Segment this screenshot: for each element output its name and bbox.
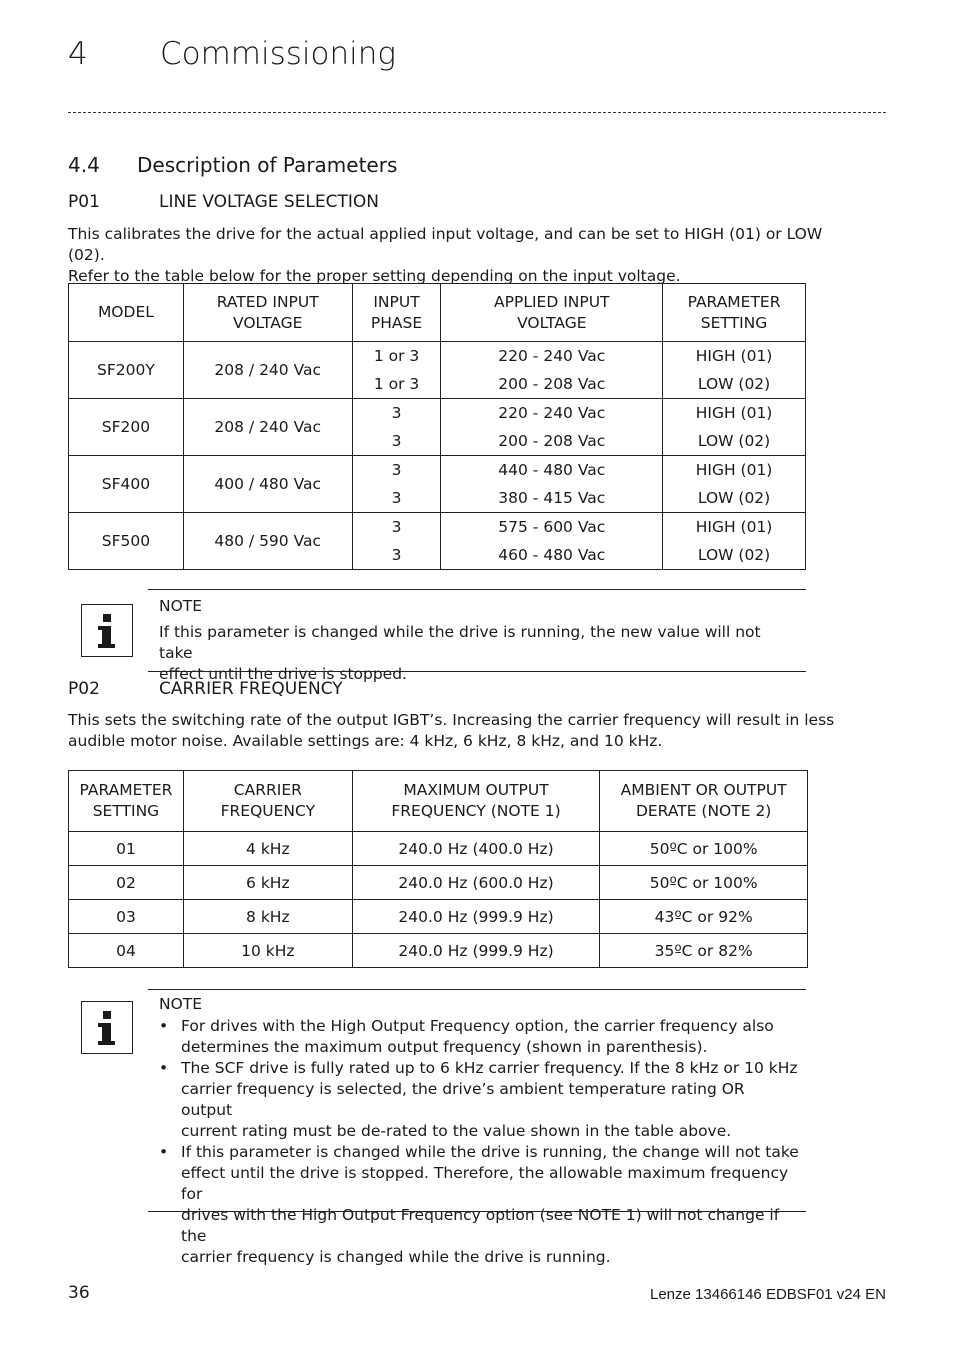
- header-divider: [68, 112, 886, 113]
- max-output-cell: 240.0 Hz (600.0 Hz): [352, 866, 600, 900]
- col-header-rated-input-voltage: RATED INPUT VOLTAGE: [183, 284, 352, 342]
- p01-title: LINE VOLTAGE SELECTION: [159, 192, 380, 212]
- carrier-frequency-table: [68, 770, 808, 968]
- applied-voltage-cell: 575 - 600 Vac: [441, 513, 663, 542]
- phase-cell: 3: [352, 484, 441, 513]
- setting-cell: LOW (02): [663, 370, 806, 399]
- applied-voltage-cell: 200 - 208 Vac: [441, 370, 663, 399]
- document-reference: Lenze 13466146 EDBSF01 v24 EN: [650, 1286, 886, 1303]
- p01-description-line: Refer to the table below for the proper setting depending on the input voltage.: [68, 267, 681, 285]
- table-row: [69, 399, 806, 428]
- col-header-input-phase: INPUT PHASE: [352, 284, 441, 342]
- note-heading: NOTE: [159, 597, 203, 615]
- bullet-line: effect until the drive is stopped. Therefore, the allowable maximum frequency for: [181, 1164, 789, 1203]
- derate-cell: 50ºC or 100%: [600, 832, 808, 866]
- p02-code: P02: [68, 679, 100, 699]
- carrier-cell: 10 kHz: [183, 934, 352, 968]
- p02-description-line: This sets the switching rate of the output IGBT’s. Increasing the carrier frequency will result in less: [68, 711, 835, 729]
- note-bullet-item: [159, 1058, 799, 1142]
- derate-cell: 43ºC or 92%: [600, 900, 808, 934]
- phase-cell: 1 or 3: [352, 342, 441, 371]
- phase-cell: 3: [352, 427, 441, 456]
- note-heading: NOTE: [159, 995, 203, 1013]
- page-number: 36: [68, 1283, 90, 1303]
- setting-cell: HIGH (01): [663, 513, 806, 542]
- phase-cell: 3: [352, 513, 441, 542]
- setting-cell: HIGH (01): [663, 456, 806, 485]
- p02-title: CARRIER FREQUENCY: [159, 679, 343, 699]
- carrier-cell: 6 kHz: [183, 866, 352, 900]
- bullet-line: • For drives with the High Output Frequency option, the carrier frequency also: [181, 1017, 774, 1035]
- table-row: [69, 456, 806, 485]
- derate-cell: 50ºC or 100%: [600, 866, 808, 900]
- applied-voltage-cell: 200 - 208 Vac: [441, 427, 663, 456]
- p01-description: [68, 224, 838, 287]
- info-icon: [81, 604, 133, 657]
- section-number: 4.4: [68, 153, 100, 177]
- setting-cell: LOW (02): [663, 484, 806, 513]
- bullet-line: carrier frequency is changed while the drive is running.: [181, 1248, 611, 1266]
- bullet-line: current rating must be de-rated to the value shown in the table above.: [181, 1122, 732, 1140]
- note-bullet-list: [159, 1016, 799, 1268]
- max-output-cell: 240.0 Hz (999.9 Hz): [352, 900, 600, 934]
- model-cell: SF200Y: [69, 342, 184, 399]
- chapter-title: Commissioning: [160, 36, 397, 72]
- rated-voltage-cell: 400 / 480 Vac: [183, 456, 352, 513]
- model-cell: SF400: [69, 456, 184, 513]
- note-bottom-rule: [148, 1211, 806, 1212]
- applied-voltage-cell: 220 - 240 Vac: [441, 342, 663, 371]
- bullet-line: • If this parameter is changed while the drive is running, the change will not take: [181, 1143, 799, 1161]
- col-header-derate: AMBIENT OR OUTPUT DERATE (NOTE 2): [600, 771, 808, 832]
- note-top-rule: [148, 989, 806, 990]
- setting-cell: 03: [69, 900, 184, 934]
- derate-cell: 35ºC or 82%: [600, 934, 808, 968]
- max-output-cell: 240.0 Hz (400.0 Hz): [352, 832, 600, 866]
- p01-code: P01: [68, 192, 100, 212]
- setting-cell: 04: [69, 934, 184, 968]
- applied-voltage-cell: 460 - 480 Vac: [441, 541, 663, 570]
- model-cell: SF500: [69, 513, 184, 570]
- model-cell: SF200: [69, 399, 184, 456]
- bullet-line: carrier frequency is selected, the drive’s ambient temperature rating OR output: [181, 1080, 745, 1119]
- setting-cell: LOW (02): [663, 541, 806, 570]
- max-output-cell: 240.0 Hz (999.9 Hz): [352, 934, 600, 968]
- note-text-line: effect until the drive is stopped.: [159, 665, 407, 683]
- setting-cell: HIGH (01): [663, 342, 806, 371]
- table-header-row: [69, 771, 808, 832]
- p01-description-line: This calibrates the drive for the actual applied input voltage, and can be set to HIGH (01) or LOW (02).: [68, 225, 823, 264]
- note-bullet-item: [159, 1142, 799, 1268]
- line-voltage-table: [68, 283, 806, 570]
- col-header-model: MODEL: [69, 284, 184, 342]
- bullet-line: drives with the High Output Frequency option (see NOTE 1) will not change if the: [181, 1206, 780, 1245]
- section-title: Description of Parameters: [137, 153, 398, 177]
- table-header-row: [69, 284, 806, 342]
- note-bullet-item: [159, 1016, 799, 1058]
- chapter-number: 4: [68, 36, 88, 72]
- p02-description-line: audible motor noise. Available settings are: 4 kHz, 6 kHz, 8 kHz, and 10 kHz.: [68, 732, 663, 750]
- col-header-parameter-setting: PARAMETER SETTING: [663, 284, 806, 342]
- applied-voltage-cell: 220 - 240 Vac: [441, 399, 663, 428]
- table-row: [69, 934, 808, 968]
- setting-cell: 01: [69, 832, 184, 866]
- col-header-applied-input-voltage: APPLIED INPUT VOLTAGE: [441, 284, 663, 342]
- rated-voltage-cell: 208 / 240 Vac: [183, 399, 352, 456]
- phase-cell: 3: [352, 456, 441, 485]
- phase-cell: 3: [352, 541, 441, 570]
- applied-voltage-cell: 440 - 480 Vac: [441, 456, 663, 485]
- note-bottom-rule: [148, 671, 806, 672]
- phase-cell: 1 or 3: [352, 370, 441, 399]
- setting-cell: LOW (02): [663, 427, 806, 456]
- setting-cell: HIGH (01): [663, 399, 806, 428]
- info-icon: [81, 1001, 133, 1054]
- carrier-cell: 4 kHz: [183, 832, 352, 866]
- table-row: [69, 832, 808, 866]
- table-row: [69, 342, 806, 371]
- table-row: [69, 513, 806, 542]
- setting-cell: 02: [69, 866, 184, 900]
- note-text-line: If this parameter is changed while the drive is running, the new value will not take: [159, 623, 761, 662]
- rated-voltage-cell: 480 / 590 Vac: [183, 513, 352, 570]
- carrier-cell: 8 kHz: [183, 900, 352, 934]
- rated-voltage-cell: 208 / 240 Vac: [183, 342, 352, 399]
- col-header-carrier-frequency: CARRIER FREQUENCY: [183, 771, 352, 832]
- col-header-max-output-frequency: MAXIMUM OUTPUT FREQUENCY (NOTE 1): [352, 771, 600, 832]
- bullet-line: • The SCF drive is fully rated up to 6 kHz carrier frequency. If the 8 kHz or 10 kHz: [181, 1059, 798, 1077]
- applied-voltage-cell: 380 - 415 Vac: [441, 484, 663, 513]
- table-row: [69, 866, 808, 900]
- col-header-parameter-setting: PARAMETER SETTING: [69, 771, 184, 832]
- p02-description: [68, 710, 838, 752]
- bullet-line: determines the maximum output frequency (shown in parenthesis).: [181, 1038, 708, 1056]
- phase-cell: 3: [352, 399, 441, 428]
- note-text: [159, 622, 799, 685]
- note-top-rule: [148, 589, 806, 590]
- table-row: [69, 900, 808, 934]
